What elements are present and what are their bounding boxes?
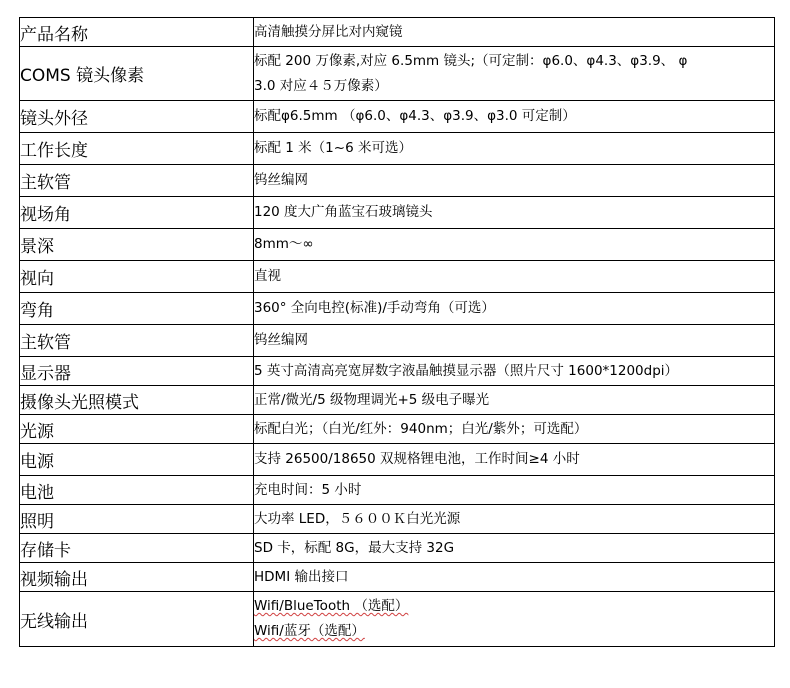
spec-label: 视频输出 — [20, 563, 254, 592]
spec-table — [19, 17, 775, 647]
spec-value-line: 120 度大广角蓝宝石玻璃镜头 — [254, 204, 433, 220]
table-row — [20, 592, 775, 647]
table-row — [20, 197, 775, 229]
spec-label: 电池 — [20, 476, 254, 505]
spec-value-line: 大功率 LED，５６００Ｋ白光光源 — [254, 510, 461, 527]
spec-value-line: 正常/微光/5 级物理调光+5 级电子曝光 — [254, 391, 490, 408]
table-row — [20, 534, 775, 563]
spec-value-line: Wifi/BlueTooth （选配） — [254, 598, 409, 614]
spec-value — [254, 101, 775, 133]
spec-value — [254, 133, 775, 165]
spec-label: 工作长度 — [20, 133, 254, 165]
spec-value-line: 支持 26500/18650 双规格锂电池，工作时间≥4 小时 — [254, 451, 580, 467]
table-row — [20, 563, 775, 592]
table-row — [20, 261, 775, 293]
spec-value — [254, 47, 775, 101]
table-row — [20, 476, 775, 505]
spec-label: 摄像头光照模式 — [20, 386, 254, 415]
spec-value-line: 3.0 对应４５万像素） — [254, 77, 388, 94]
spec-value — [254, 534, 775, 563]
spec-label: 景深 — [20, 229, 254, 261]
table-row — [20, 165, 775, 197]
spec-label: COMS 镜头像素 — [20, 47, 254, 101]
spec-value — [254, 592, 775, 647]
table-row — [20, 229, 775, 261]
table-row — [20, 505, 775, 534]
spec-value — [254, 415, 775, 444]
spec-label: 无线输出 — [20, 592, 254, 647]
spec-value-line: 高清触摸分屏比对内窥镜 — [254, 23, 403, 40]
spec-label: 显示器 — [20, 357, 254, 386]
spec-value-line: 直视 — [254, 268, 281, 284]
table-row — [20, 293, 775, 325]
table-row — [20, 47, 775, 101]
table-row — [20, 386, 775, 415]
spec-value — [254, 505, 775, 534]
spec-label: 主软管 — [20, 165, 254, 197]
spec-value-line: 钨丝编网 — [254, 172, 308, 188]
table-row — [20, 444, 775, 476]
spec-value — [254, 444, 775, 476]
table-row — [20, 18, 775, 47]
table-row — [20, 101, 775, 133]
spec-value — [254, 386, 775, 415]
spec-value — [254, 325, 775, 357]
spec-value — [254, 18, 775, 47]
spec-label: 视向 — [20, 261, 254, 293]
spec-value — [254, 476, 775, 505]
spec-value — [254, 197, 775, 229]
spec-value-line: 标配白光；（白光/红外：940nm；白光/紫外；可选配） — [254, 420, 588, 437]
spec-value — [254, 229, 775, 261]
spec-label: 弯角 — [20, 293, 254, 325]
spec-label: 主软管 — [20, 325, 254, 357]
spec-value-line: SD 卡，标配 8G，最大支持 32G — [254, 539, 455, 556]
spec-label: 光源 — [20, 415, 254, 444]
spec-table-body — [20, 18, 775, 647]
spec-label: 照明 — [20, 505, 254, 534]
spec-value — [254, 293, 775, 325]
spec-label: 存储卡 — [20, 534, 254, 563]
spec-value-line: 充电时间：5 小时 — [254, 481, 362, 498]
spec-value-line: 360° 全向电控(标准)/手动弯角（可选） — [254, 300, 495, 316]
spec-value-line: 标配φ6.5mm （φ6.0、φ4.3、φ3.9、φ3.0 可定制） — [254, 108, 576, 124]
spec-value-line: 8mm～∞ — [254, 236, 314, 252]
spec-value — [254, 165, 775, 197]
spec-value — [254, 261, 775, 293]
spec-value-line: Wifi/蓝牙（选配） — [254, 623, 365, 639]
table-row — [20, 325, 775, 357]
spec-value — [254, 563, 775, 592]
table-row — [20, 357, 775, 386]
spec-value-line: 5 英寸高清高亮宽屏数字液晶触摸显示器（照片尺寸 1600*1200dpi） — [254, 362, 679, 379]
spec-value — [254, 357, 775, 386]
spec-value-line: 钨丝编网 — [254, 332, 308, 348]
table-row — [20, 415, 775, 444]
table-row — [20, 133, 775, 165]
spec-label: 电源 — [20, 444, 254, 476]
spec-label: 视场角 — [20, 197, 254, 229]
spec-value-line: HDMI 输出接口 — [254, 568, 349, 585]
spec-value-line: 标配 200 万像素,对应 6.5mm 镜头;（可定制：φ6.0、φ4.3、φ3.9、 φ — [254, 52, 688, 69]
spec-value-line: 标配 1 米（1~6 米可选） — [254, 140, 412, 156]
spec-label: 产品名称 — [20, 18, 254, 47]
spec-label: 镜头外径 — [20, 101, 254, 133]
